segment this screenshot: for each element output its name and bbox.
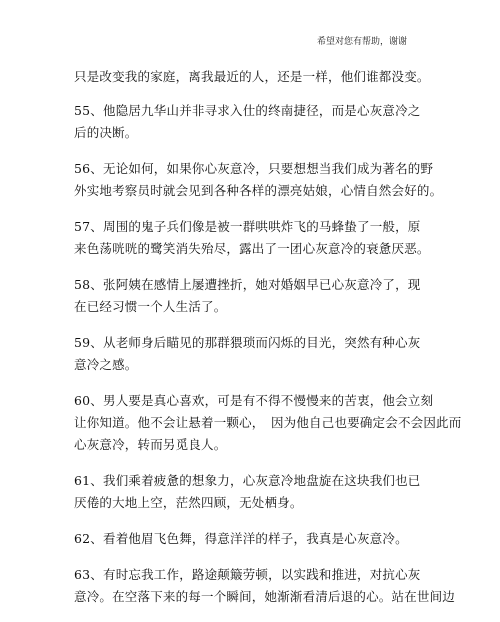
paragraph-59 xyxy=(74,332,421,376)
paragraph-continuation xyxy=(74,66,430,88)
text-line: 让你知道。他不会让悬着一颗心， 因为他自己也要确定会不会因此而 xyxy=(74,415,462,430)
text-line: 后的决断。 xyxy=(74,125,138,140)
text-line: 63、有时忘我工作，路途颠簸劳顿，以实践和推进，对抗心灰 xyxy=(74,567,421,582)
text-line: 心灰意冷，转而另觅良人。 xyxy=(74,437,227,452)
text-line: 61、我们乘着疲惫的想象力，心灰意冷地盘旋在这块我们也已 xyxy=(74,473,421,488)
paragraph-60 xyxy=(74,390,462,456)
text-line: 来色荡咣咣的鹭笑消失殆尽，露出了一团心灰意冷的衰惫厌恶。 xyxy=(74,241,430,256)
text-line: 56、无论如何，如果你心灰意冷，只要想想当我们成为著名的野 xyxy=(74,161,434,176)
text-line: 只是改变我的家庭，离我最近的人，还是一样，他们谁都没变。 xyxy=(74,69,430,84)
paragraph-62 xyxy=(74,528,416,550)
paragraph-63 xyxy=(74,564,456,608)
text-line: 意冷。在空落下来的每一个瞬间，她渐渐看清后退的心。站在世间边 xyxy=(74,589,456,604)
paragraph-61 xyxy=(74,470,421,514)
text-line: 58、张阿姨在感情上屡遭挫折，她对婚姻早已心灰意冷了，现 xyxy=(74,277,421,292)
text-line: 在已经习惯一个人生活了。 xyxy=(74,299,227,314)
text-line: 厌倦的大地上空，茫然四顾，无处栖身。 xyxy=(74,495,303,510)
header-note: 希望对您有帮助，谢谢 xyxy=(316,37,407,47)
text-line: 外实地考察员时就会见到各种各样的漂亮姑娘，心情自然会好的。 xyxy=(74,183,443,198)
text-line: 62、看着他眉飞色舞，得意洋洋的样子，我真是心灰意冷。 xyxy=(74,531,408,546)
text-line: 55、他隐居九华山并非寻求入仕的终南捷径，而是心灰意冷之 xyxy=(74,103,421,118)
text-line: 59、从老师身后瞄见的那群猥琐而闪烁的目光，突然有种心灰 xyxy=(74,335,421,350)
text-line: 60、男人要是真心喜欢，可是有不得不慢慢来的苦衷，他会立刻 xyxy=(74,393,434,408)
paragraph-55 xyxy=(74,100,421,144)
paragraph-56 xyxy=(74,158,443,202)
paragraph-58 xyxy=(74,274,421,318)
text-line: 57、周围的鬼子兵们像是被一群哄哄炸飞的马蜂蛰了一般，原 xyxy=(74,219,421,234)
text-line: 意冷之感。 xyxy=(74,357,138,372)
paragraph-57 xyxy=(74,216,430,260)
document-body xyxy=(74,66,462,622)
